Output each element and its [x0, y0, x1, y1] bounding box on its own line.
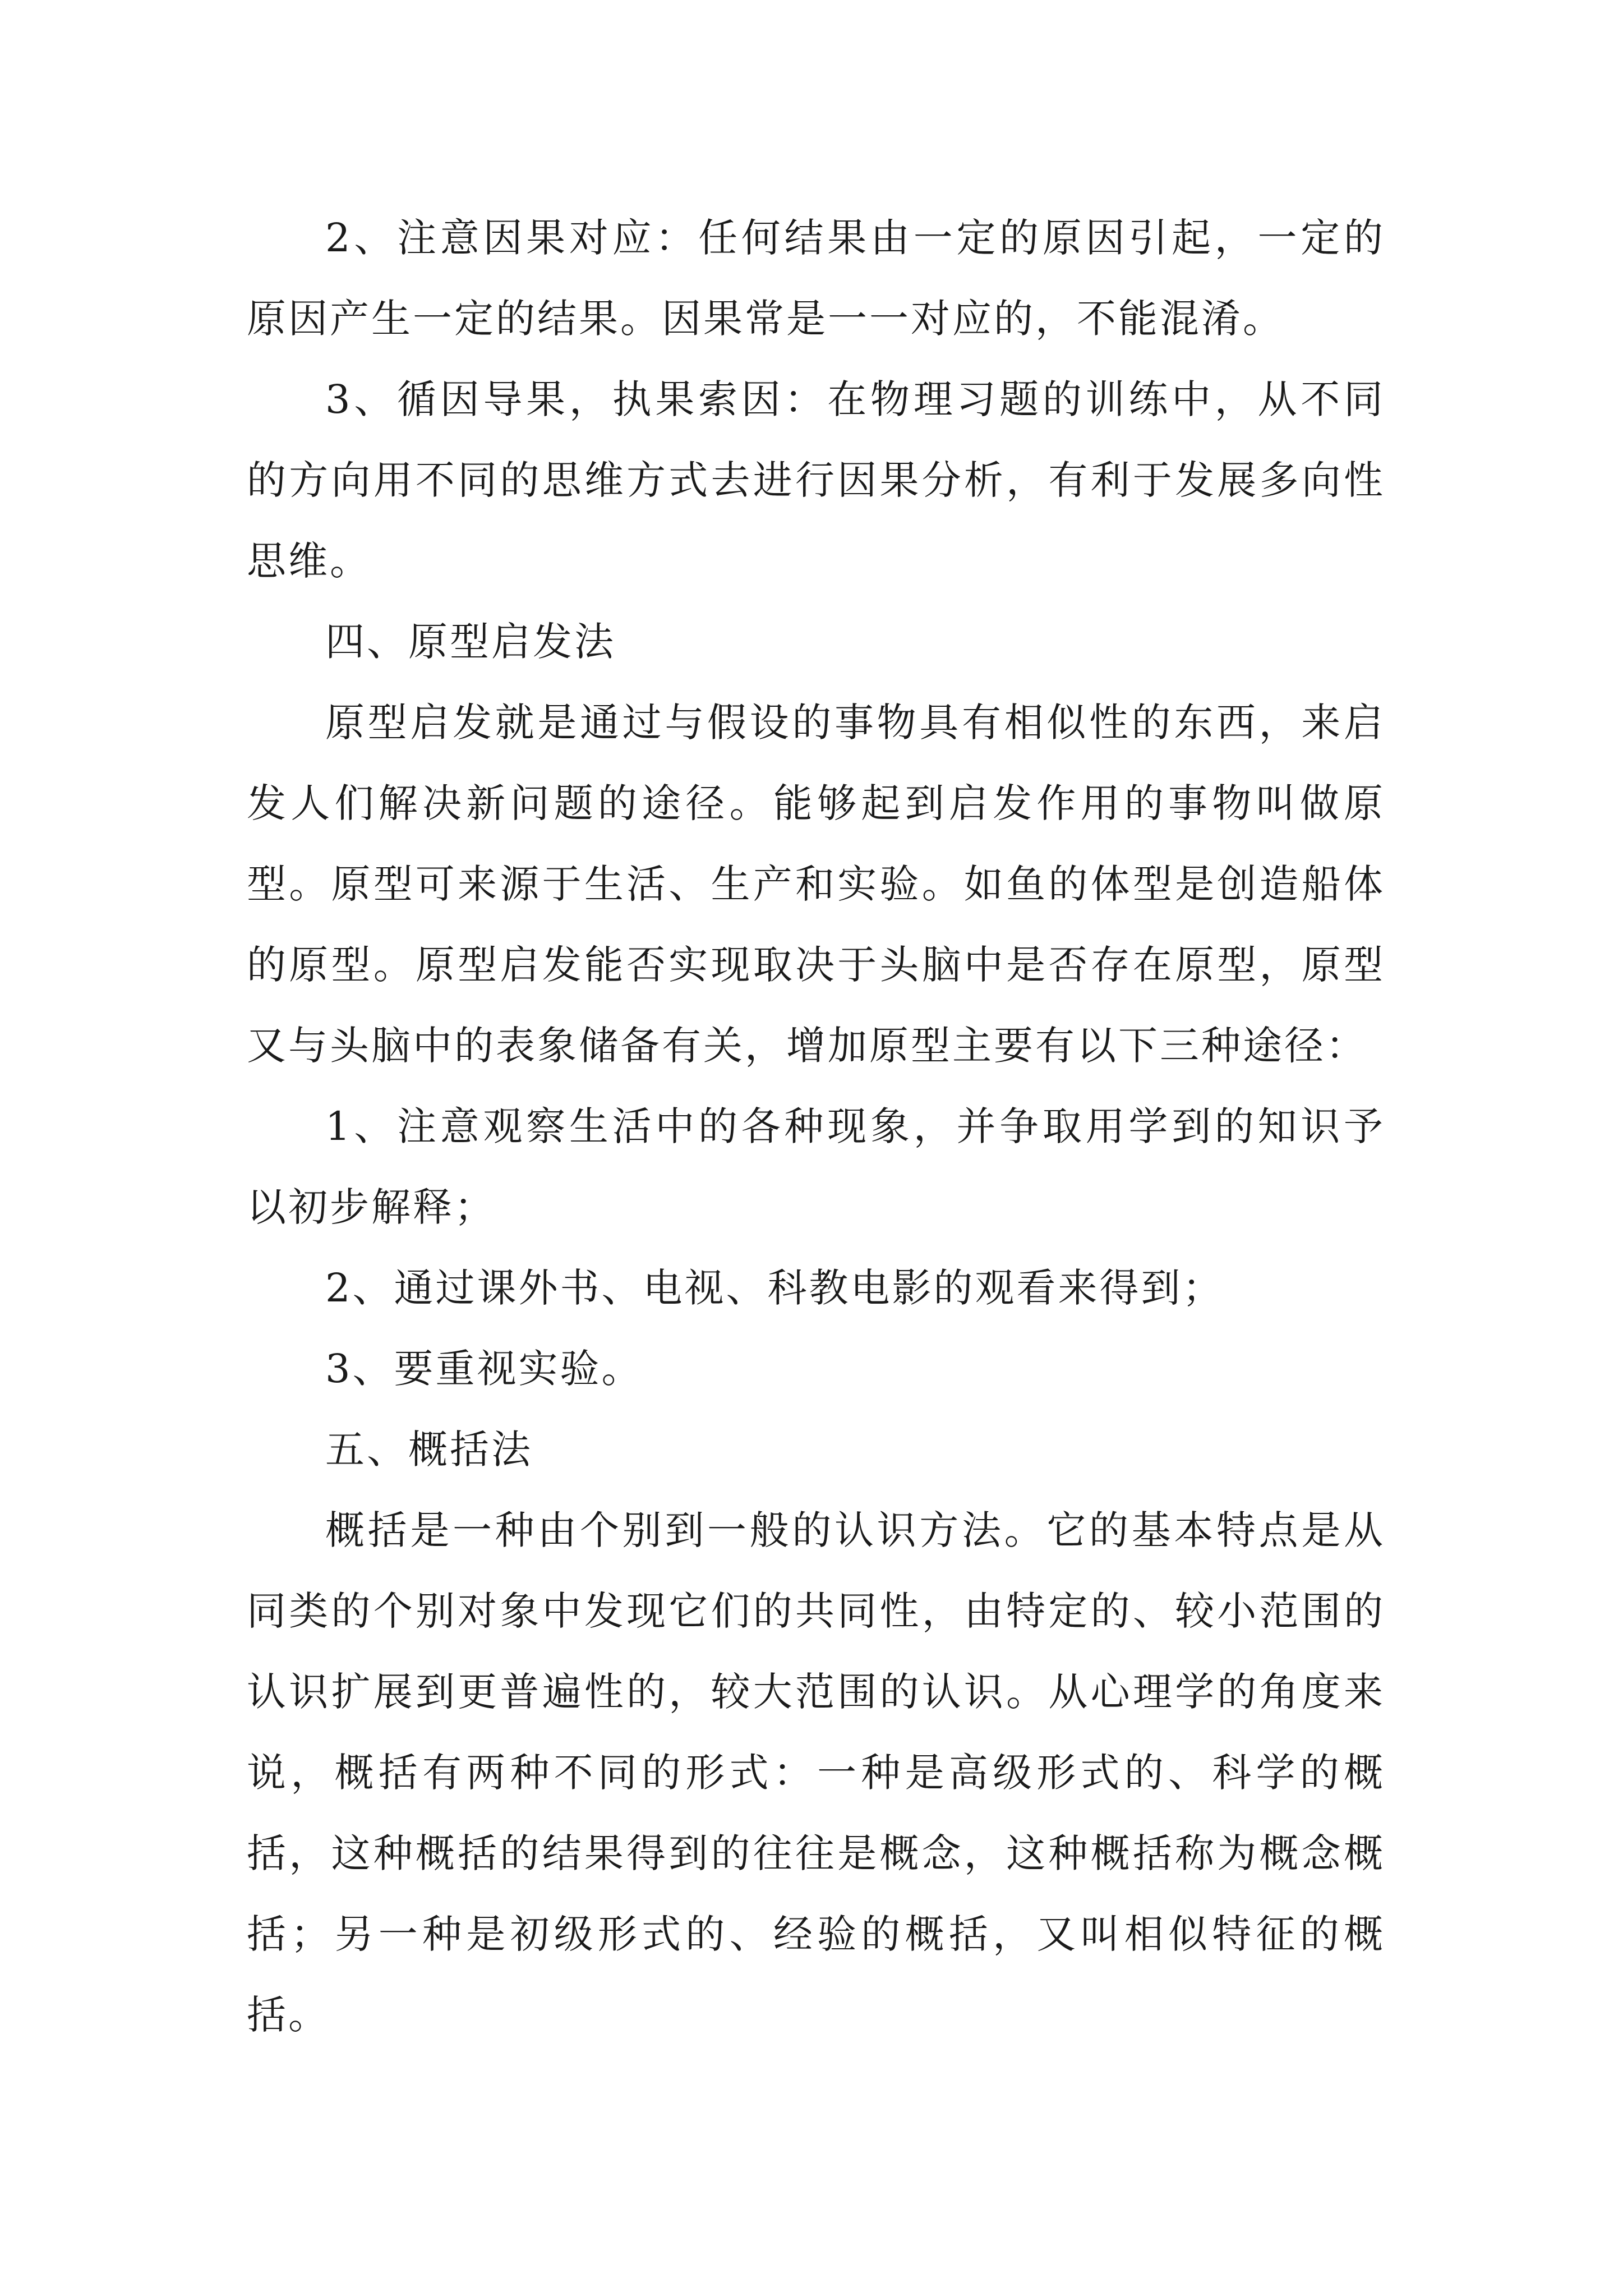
list-item-observe-life: 1、注意观察生活中的各种现象，并争取用学到的知识予以初步解释；	[247, 1103, 1385, 1230]
paragraph-generalization-description: 概括是一种由个别到一般的认识方法。它的基本特点是从同类的个别对象中发现它们的共同性，由特定的、较小范围的认识扩展到更普遍性的，较大范围的认识。从心理学的角度来说，概括有两种不同的形式：一种是高级形式的、科学的概括，这种概括的结果得到的往往是概念，这种概括称为概念概括；另一种是初级形式的、经验的概括，又叫相似特征的概括。	[247, 1507, 1385, 2038]
section-heading-generalization-method: 五、概括法	[325, 1427, 533, 1473]
paragraph-cause-effect-reasoning: 3、循因导果，执果索因：在物理习题的训练中，从不同的方向用不同的思维方式去进行因果分析，有利于发展多向性思维。	[247, 376, 1385, 584]
paragraph-prototype-description: 原型启发就是通过与假设的事物具有相似性的东西，来启发人们解决新问题的途径。能够起到启发作用的事物叫做原型。原型可来源于生活、生产和实验。如鱼的体型是创造船体的原型。原型启发能否实现取决于头脑中是否存在原型，原型又与头脑中的表象储备有关，增加原型主要有以下三种途径：	[247, 700, 1385, 1069]
list-item-books-tv-films: 2、通过课外书、电视、科教电影的观看来得到；	[325, 1265, 1224, 1311]
paragraph-cause-effect-correspondence: 2、注意因果对应：任何结果由一定的原因引起，一定的原因产生一定的结果。因果常是一一对应的，不能混淆。	[247, 215, 1385, 342]
list-item-experiments: 3、要重视实验。	[325, 1346, 643, 1392]
document-body	[247, 197, 1385, 2055]
section-heading-prototype-method: 四、原型启发法	[325, 619, 616, 665]
